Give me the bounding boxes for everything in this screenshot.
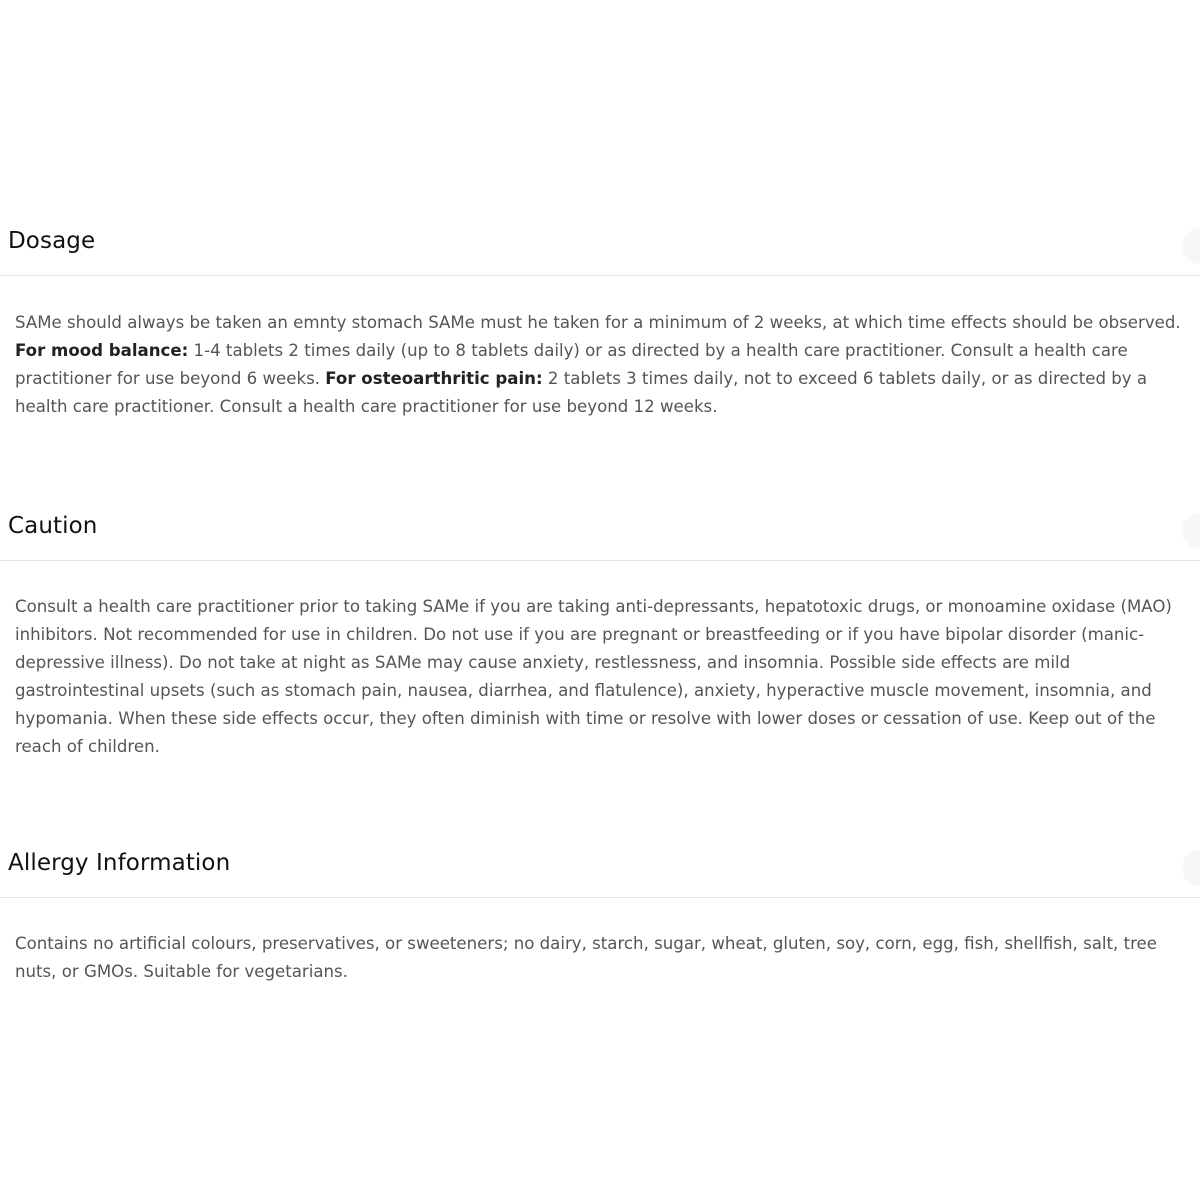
caution-accordion-header[interactable] bbox=[0, 501, 1200, 561]
osteoarthritic-pain-label: For osteoarthritic pain: bbox=[325, 369, 543, 388]
allergy-accordion-header[interactable] bbox=[0, 838, 1200, 898]
dosage-text-part-1: SAMe should always be taken an emnty stomach SAMe must he taken for a minimum of 2 weeks, at which time effects should be observed. bbox=[15, 313, 1181, 332]
dosage-toggle-icon[interactable] bbox=[1182, 228, 1200, 264]
allergy-section bbox=[0, 838, 1200, 898]
caution-text: Consult a health care practitioner prior to taking SAMe if you are taking anti-depressants, hepatotoxic drugs, or monoamine oxidase (MAO) inhibitors. Not recommended for use in children. Do not use if you are pregnant or breastfeeding or if you have bipolar disorder (manic-depressive illness). Do not take at night as SAMe may cause anxiety, restlessness, and insomnia. Possible side effects are mild gastrointestinal upsets (such as stomach pain, nausea, diarrhea, and flatulence), anxiety, hyperactive muscle movement, insomnia, and hypomania. When these side effects occur, they often diminish with time or resolve with lower doses or cessation of use. Keep out of the reach of children. bbox=[15, 597, 1172, 756]
allergy-title: Allergy Information bbox=[8, 850, 231, 876]
dosage-text-part-3: 2 tablets 3 times daily, not to exceed 6 tablets daily, or as directed by a health care practitioner. Consult a health care practitioner for use beyond 12 weeks. bbox=[15, 369, 1148, 416]
dosage-text bbox=[15, 309, 1195, 421]
caution-toggle-icon[interactable] bbox=[1182, 513, 1200, 549]
mood-balance-label: For mood balance: bbox=[15, 341, 189, 360]
allergy-text: Contains no artificial colours, preservatives, or sweeteners; no dairy, starch, sugar, wheat, gluten, soy, corn, egg, fish, shellfish, salt, tree nuts, or GMOs. Suitable for vegetarians. bbox=[15, 934, 1157, 981]
caution-title: Caution bbox=[8, 513, 98, 539]
allergy-toggle-icon[interactable] bbox=[1182, 850, 1200, 886]
dosage-text-part-2: 1-4 tablets 2 times daily (up to 8 tablets daily) or as directed by a health care practitioner. Consult a health care practitioner for use beyond 6 weeks. bbox=[15, 341, 1128, 388]
caution-section bbox=[0, 501, 1200, 561]
dosage-title: Dosage bbox=[8, 228, 96, 254]
dosage-section bbox=[0, 216, 1200, 276]
dosage-accordion-header[interactable] bbox=[0, 216, 1200, 276]
